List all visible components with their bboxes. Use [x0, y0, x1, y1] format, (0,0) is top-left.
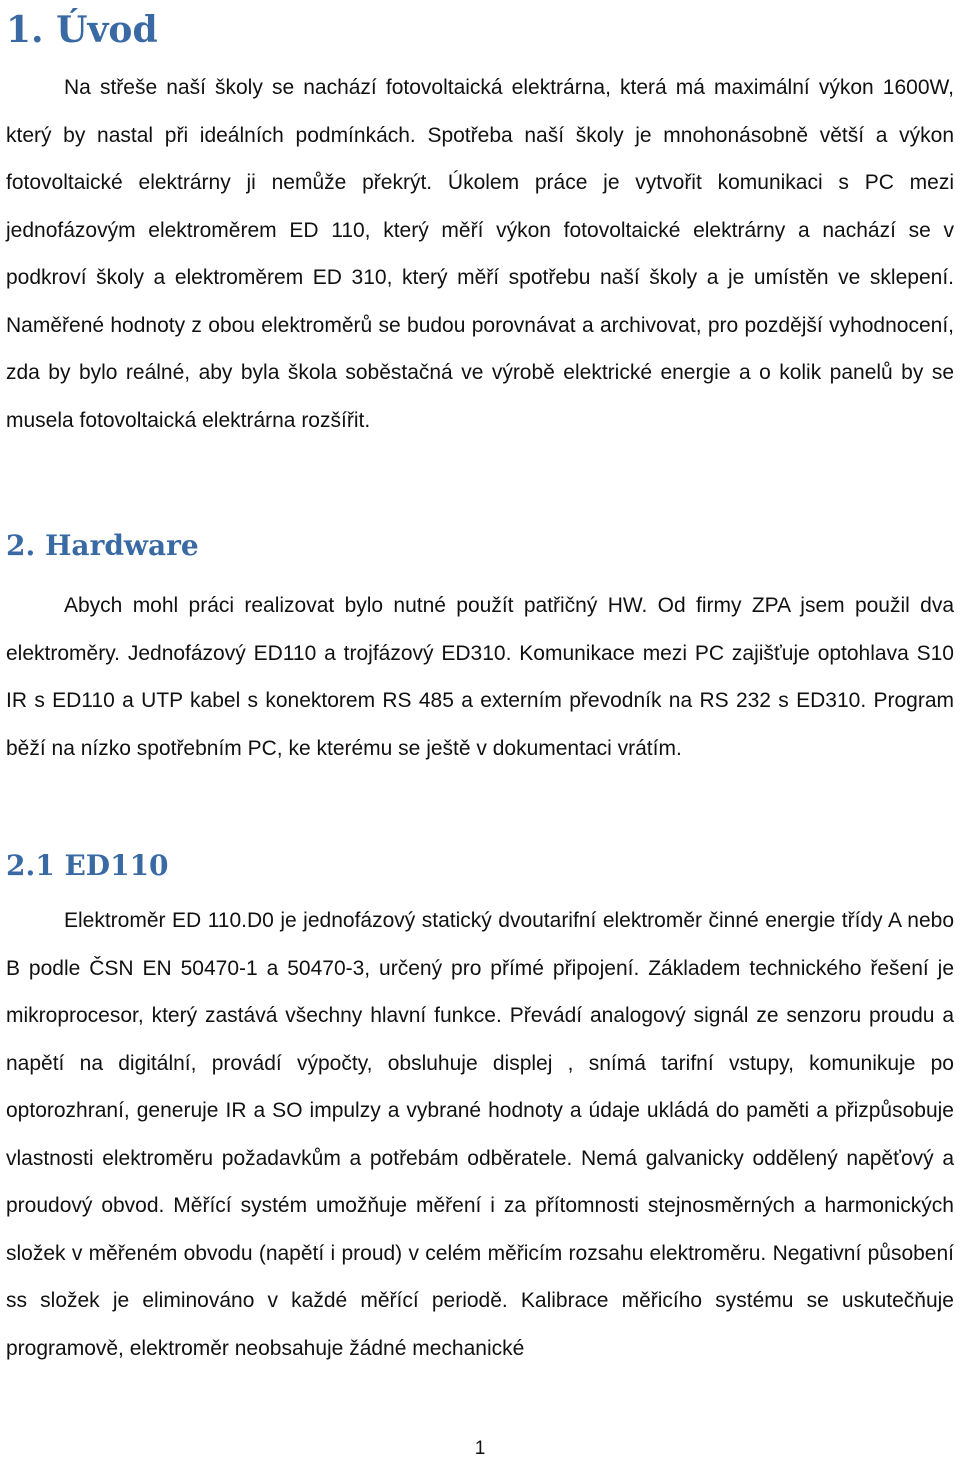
section-heading-uvod: 1. Úvod [6, 9, 158, 51]
section-paragraph-uvod: Na střeše naší školy se nachází fotovoltaická elektrárna, která má maximální výkon 1600W, který by nastal při ideálních podmínkách. Spotřeba naší školy je mnohonásobně větší a výkon fotovoltaické elektrárny ji nemůže překrýt. Úkolem práce je vytvořit komunikaci s PC mezi jednofázovým elektroměrem ED 110, který měří výkon fotovoltaické elektrárny a nachází se v podkroví školy a elektroměrem ED 310, který měří spotřebu naší školy a je umístěn ve sklepení. Naměřené hodnoty z obou elektroměrů se budou porovnávat a archivovat, pro pozdější vyhodnocení, zda by bylo reálné, aby byla škola soběstačná ve výrobě elektrické energie a o kolik panelů by se musela fotovoltaická elektrárna rozšířit. [6, 76, 954, 432]
section-paragraph-ed110: Elektroměr ED 110.D0 je jednofázový statický dvoutarifní elektroměr činné energie třídy A nebo B podle ČSN EN 50470-1 a 50470-3, určený pro přímé připojení. Základem technického řešení je mikroprocesor, který zastává všechny hlavní funkce. Převádí analogový signál ze senzoru proudu a napětí na digitální, provádí výpočty, obsluhuje displej , snímá tarifní vstupy, komunikuje po optorozhraní, generuje IR a SO impulzy a vybrané hodnoty a údaje ukládá do paměti a přizpůsobuje vlastnosti elektroměru požadavkům a potřebám odběratele. Nemá galvanicky oddělený napěťový a proudový obvod. Měřící systém umožňuje měření i za přítomnosti stejnosměrných a harmonických složek v měřeném obvodu (napětí i proud) v celém měřicím rozsahu elektroměru. Negativní působení ss složek je eliminováno v každé měřící periodě. Kalibrace měřicího systému se uskutečňuje programově, elektroměr neobsahuje žádné mechanické [6, 909, 954, 1360]
section-heading-ed110: 2.1 ED110 [6, 849, 169, 882]
section-paragraph-hardware: Abych mohl práci realizovat bylo nutné použít patřičný HW. Od firmy ZPA jsem použil dva elektroměry. Jednofázový ED110 a trojfázový ED310. Komunikace mezi PC zajišťuje optohlava S10 IR s ED110 a UTP kabel s konektorem RS 485 a externím převodník na RS 232 s ED310. Program běží na nízko spotřebním PC, ke kterému se ještě v dokumentaci vrátím. [6, 594, 954, 760]
section-heading-hardware: 2. Hardware [6, 529, 199, 562]
page-number: 1 [474, 1438, 486, 1459]
